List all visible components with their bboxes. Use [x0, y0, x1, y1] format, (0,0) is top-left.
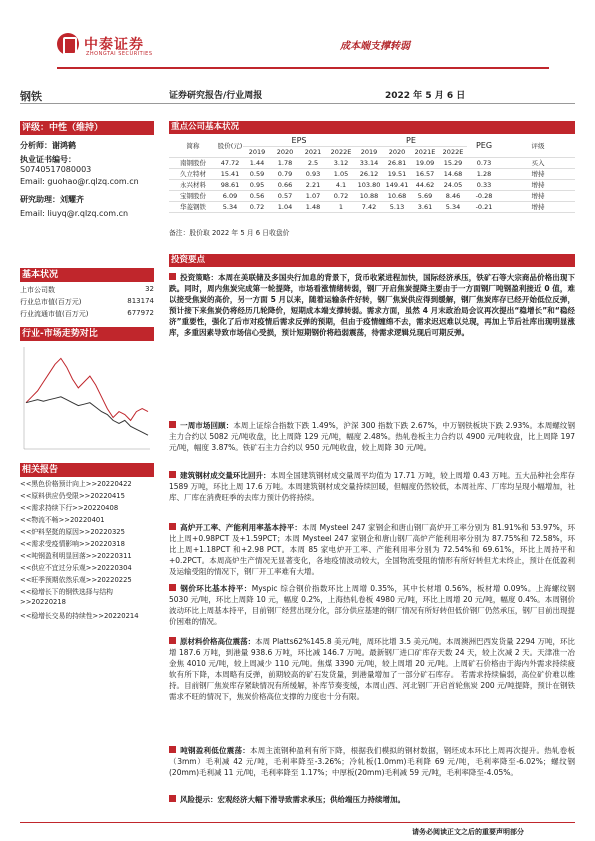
table-row [169, 179, 575, 190]
table-row [169, 201, 575, 212]
col-eps: EPS [243, 135, 355, 146]
company-table-head: 重点公司基本状况 [169, 121, 575, 134]
value-cell: 2.5 [299, 157, 327, 168]
year-cell: 2020 [383, 146, 411, 157]
value-cell: 1 [327, 201, 355, 212]
price-cell: 5.34 [217, 201, 243, 212]
para-raw-materials: 原材料价格高位震荡：本周 Platts62%145.8 美元/吨，周环比增 3.5 美元/吨。本周澳洲巴西发货量 2294 万吨，环比增 187.6 万吨，到港量 938.6 万吨，环比减 146.7 万吨。最新钢厂进口矿库存天数 24 天，较上次减 2 天。天津准一冶金焦 4010 元/吨，较上周减少 110 元/吨。焦煤 3390 元/吨，较上周增 20 元/吨。上周矿石价格由于海内外需求持续疲软有所下降，本周略有反弹，前期较高的矿石发货量，到港量增加了一部分矿石库存。 若需求持续偏弱，高位矿价难以维持。目前钢厂焦炭库存紧缺情况有所缓解，补库节奏变缓，本周山西、河北钢厂开启首轮焦炭 200 元/吨提降，预计在钢铁需求不旺的情况下，焦炭价格高位支撑的力度也十分有限。 [169, 637, 575, 702]
report-date: 2022 年 5 月 6 日 [385, 91, 466, 101]
bullet-icon [169, 584, 176, 591]
value-cell: 14.68 [439, 168, 467, 179]
market-trend-chart [20, 343, 154, 453]
related-head: 相关报告 [20, 463, 154, 477]
company-name-cell: 久立特材 [169, 168, 217, 179]
sub-divider [20, 103, 575, 104]
para-utilization: 高炉开工率、产能利用率基本持平：本周 Mysteel 247 家钢企和唐山钢厂高炉开工率分别为 81.91%和 53.97%，环比上周+0.98PCT 及+1.59PCT；本周 Mysteel 247 家钢企和唐山钢厂高炉产能利用率分别为 87.75%和 72.58%，环比上周+1.18PCT 和+2.98 PCT。本周 85 家电炉开工率、产能利用率分别为 72.54%和 69.61%，环比上周持平和+0.2PCT。本周高炉生产情况无显著变化，各地疫情波动较大，全国物流受阻的情形有所好转但尤未终止，预计在低盈利及运输受阻的情况下，钢厂开工率难有大增。 [169, 523, 576, 577]
company-table [169, 135, 575, 213]
price-cell: 98.61 [217, 179, 243, 190]
value-cell: 3.12 [327, 157, 355, 168]
para-strategy: 投资策略：本周在美联储及多国央行加息的背景下，货币收紧进程加快，国际经济承压，铁矿石等大宗商品价格出现下跌。同时，周内焦炭完成第一轮提降，市场看涨情绪转弱，钢厂开启焦炭提降主要由于一方面钢厂吨钢盈利接近 0 值，难以接受焦炭的高价，另一方面 5 月以来，随着运输条件好转，钢厂焦炭供应得到缓解，钢厂焦炭库存已经开始低位反弹，预计接下来焦炭仍将经历几轮降价，短期成本端支撑转弱。需求方面，虽然 4 月末政治局会议再次提出“稳增长”和“稳经济”重要性，强化了后市对疫情后需求反弹的预期，但由于疫情缠绵不去，需求迟迟难以兑现，再加上节后社库出现明显涨库，多重因素导致市场信心受损，预计短期钢价将趋弱震荡，待需求逻辑兑现后可期反弹。 [169, 273, 575, 338]
analyst-email: Email: guohao@r.qlzq.com.cn [20, 177, 139, 186]
researcher-email: Email: liuyq@r.qlzq.com.cn [20, 209, 129, 218]
basic-row: 上市公司数 32 [20, 285, 154, 294]
bullet-icon [169, 421, 176, 428]
related-report[interactable]: <<需求受疫情影响>>20220318 [20, 540, 125, 548]
company-name-cell: 南钢股份 [169, 157, 217, 168]
value-cell: 0.66 [271, 179, 299, 190]
year-cell: 2020 [271, 146, 299, 157]
value-cell: 0.59 [243, 168, 271, 179]
table-row [169, 190, 575, 201]
value-cell: 3.61 [411, 201, 439, 212]
value-cell: 1.78 [271, 157, 299, 168]
value-cell: 10.68 [383, 190, 411, 201]
price-cell: 6.09 [217, 190, 243, 201]
value-cell: 5.69 [411, 190, 439, 201]
rating-cell: 增持 [501, 190, 575, 201]
basic-row: 行业总市值(百万元) 813174 [20, 297, 154, 306]
value-cell: 0.72 [327, 190, 355, 201]
value-cell: 10.88 [355, 190, 383, 201]
value-cell: 5.34 [439, 201, 467, 212]
table-note: 备注：股价取 2022 年 5 月 6 日收盘价 [169, 229, 290, 237]
value-cell: 8.46 [439, 190, 467, 201]
peg-cell: 0.33 [467, 179, 501, 190]
para-profit: 吨钢盈利低位震荡：本周主流钢种盈利有所下降，根据我们模拟的钢材数据，钢坯成本环比上周再次提升。热轧卷板（3mm）毛利减 42 元/吨，毛利率降至-3.26%；冷轧板(1.0mm)毛利降 69 元/吨，毛利率降至-6.02%；螺纹钢(20mm)毛利减 11 元/吨，毛利率降至 1.17%；中厚板(20mm)毛利减 59 元/吨，毛利率降至-4.05%。 [169, 746, 575, 778]
year-cell: 2022E [439, 146, 467, 157]
peg-cell: 1.28 [467, 168, 501, 179]
logo-cn-text: 中泰证券 [84, 37, 144, 53]
rating-cell: 增持 [501, 179, 575, 190]
para-market-review: 一周市场回顾：本周上证综合指数下跌 1.49%，沪深 300 指数下跌 2.67%，中万钢铁板块下跌 2.93%。本周螺纹钢主力合约以 5082 元/吨收盘，比上周降 129 元/吨，幅度 2.48%。热轧卷板主力合约以 4900 元/吨收盘，比上周降 197 元/吨，幅度 3.87%。铁矿石主力合约以 950 元/吨收盘，较上周降 30 元/吨。 [169, 421, 576, 453]
footer-divider [20, 822, 575, 823]
value-cell: 0.79 [271, 168, 299, 179]
value-cell: 16.57 [411, 168, 439, 179]
related-report[interactable]: <<黑色价格预计向上>>20220422 [20, 480, 132, 488]
bullet-icon [169, 523, 176, 530]
year-cell: 2019 [355, 146, 383, 157]
table-row [169, 157, 575, 168]
value-cell: 1.44 [243, 157, 271, 168]
value-cell: 1.04 [271, 201, 299, 212]
value-cell: 33.14 [355, 157, 383, 168]
bullet-icon [169, 273, 176, 280]
value-cell: 24.05 [439, 179, 467, 190]
table-row [169, 168, 575, 179]
value-cell: 7.42 [355, 201, 383, 212]
sector-label: 钢铁 [20, 90, 42, 103]
series-line-1 [26, 397, 148, 435]
value-cell: 149.41 [383, 179, 411, 190]
value-cell: 44.62 [411, 179, 439, 190]
report-headline: 成本端支撑转弱 [340, 41, 410, 52]
value-cell: 19.51 [383, 168, 411, 179]
value-cell: 26.12 [355, 168, 383, 179]
bullet-icon [169, 795, 176, 802]
para-volume: 建筑钢材成交量环比回升：本周全国建筑钢材成交量周平均值为 17.71 万吨，较上周增 0.43 万吨。五大品种社会库存 1589 万吨，环比上周 17.6 万吨。本周建筑钢材成交量持续回暖，但幅度仍然较低，本周社库、厂库均呈现小幅增加，社库、厂库在消费旺季的去库力预计仍将持续。 [169, 471, 575, 503]
value-cell: 19.09 [411, 157, 439, 168]
related-report[interactable]: <<物流不畅>>20220401 [20, 516, 105, 524]
report-type: 证券研究报告/行业周报 [169, 91, 263, 101]
value-cell: 1.05 [327, 168, 355, 179]
series-line-0 [26, 358, 148, 420]
basic-info-head: 基本状况 [20, 268, 154, 282]
value-cell: 5.13 [383, 201, 411, 212]
value-cell: 2.21 [299, 179, 327, 190]
trend-head: 行业-市场走势对比 [20, 327, 154, 341]
value-cell: 1.07 [299, 190, 327, 201]
researcher-line: 研究助理：刘耀齐 [20, 195, 84, 204]
col-rating: 评级 [501, 135, 575, 157]
para-steel-price: 钢价环比基本持平：Myspic 综合钢价指数环比上周增 0.35%，其中长材增 0.56%，板材增 0.09%。上海螺纹钢 5030 元/吨，环比上周降 10 元，幅度 0.2%，上海热轧卷板 4980 元/吨，环比上周增 20 元/吨，幅度 0.4%。本周钢价波动环比上周基本持平，目前钢厂经营出现分化，部分供应基建的钢厂情况有所好转但低价钢厂仍然承压，钢厂目前出现提价困难的情况。 [169, 584, 576, 627]
related-report[interactable]: <<需求持续下行>>20220408 [20, 504, 119, 512]
year-cell: 2019 [243, 146, 271, 157]
value-cell: 26.81 [383, 157, 411, 168]
company-logo-icon [57, 33, 79, 55]
related-report[interactable]: <<吨钢盈利明显回落>>20220311 [20, 552, 132, 560]
value-cell: 0.95 [243, 179, 271, 190]
year-cell: 2022E [327, 146, 355, 157]
bullet-icon [169, 637, 176, 644]
table-body [169, 157, 575, 212]
license-number: S0740517080003 [20, 165, 92, 174]
rating-cell: 增持 [501, 168, 575, 179]
col-peg: PEG [467, 135, 501, 157]
header-divider [57, 67, 549, 69]
logo-en-text: ZHONGTAI SECURITIES [86, 51, 153, 57]
year-cell: 2021E [411, 146, 439, 157]
price-cell: 15.41 [217, 168, 243, 179]
price-cell: 47.72 [217, 157, 243, 168]
related-report[interactable]: <<炉料坚挺的原因>>20220325 [20, 528, 125, 536]
bullet-icon [169, 746, 176, 753]
bullet-icon [169, 471, 176, 478]
rating-cell: 增持 [501, 201, 575, 212]
para-risk: 风险提示：宏观经济大幅下滑导致需求承压；供给端压力持续增加。 [169, 794, 575, 805]
related-report[interactable]: <<旺季预期依然乐观>>20220225 [20, 576, 132, 584]
analyst-line: 分析师：谢鸿鹤 [20, 141, 76, 150]
col-pe: PE [355, 135, 467, 146]
rating-cell: 买入 [501, 157, 575, 168]
footer-disclaimer: 请务必阅读正文之后的重要声明部分 [412, 828, 524, 836]
invest-points-head: 投资要点 [169, 254, 575, 267]
value-cell: 103.80 [355, 179, 383, 190]
related-report[interactable]: <<原料供应仍受限>>20220415 [20, 492, 125, 500]
value-cell: 4.1 [327, 179, 355, 190]
researcher-name: 刘耀齐 [60, 195, 84, 204]
company-name-cell: 宝钢股份 [169, 190, 217, 201]
peg-cell: -0.21 [467, 201, 501, 212]
basic-row: 行业流通市值(百万元) 677972 [20, 309, 154, 318]
value-cell: 0.93 [299, 168, 327, 179]
value-cell: 1.48 [299, 201, 327, 212]
col-price: 股价(元) [217, 135, 243, 157]
license-label: 执业证书编号： [20, 155, 76, 164]
peg-cell: 0.73 [467, 157, 501, 168]
table-header-row [169, 135, 575, 146]
related-report[interactable]: <<稳增长交易的持续性>>20220214 [20, 612, 139, 620]
analyst-name: 谢鸿鹤 [52, 141, 76, 150]
col-name: 简称 [169, 135, 217, 157]
rating-bar: 评级：中性（维持） [20, 121, 154, 135]
company-name-cell: 华菱钢铁 [169, 201, 217, 212]
value-cell: 0.57 [271, 190, 299, 201]
related-report[interactable]: <<稳增长下的钢铁选择与结构>>20220218 [20, 588, 113, 606]
year-cell: 2021 [299, 146, 327, 157]
related-report[interactable]: <<供应不宜过分乐观>>20220304 [20, 564, 132, 572]
value-cell: 15.29 [439, 157, 467, 168]
value-cell: 0.56 [243, 190, 271, 201]
value-cell: 0.72 [243, 201, 271, 212]
company-name-cell: 永兴材料 [169, 179, 217, 190]
peg-cell: -0.28 [467, 190, 501, 201]
